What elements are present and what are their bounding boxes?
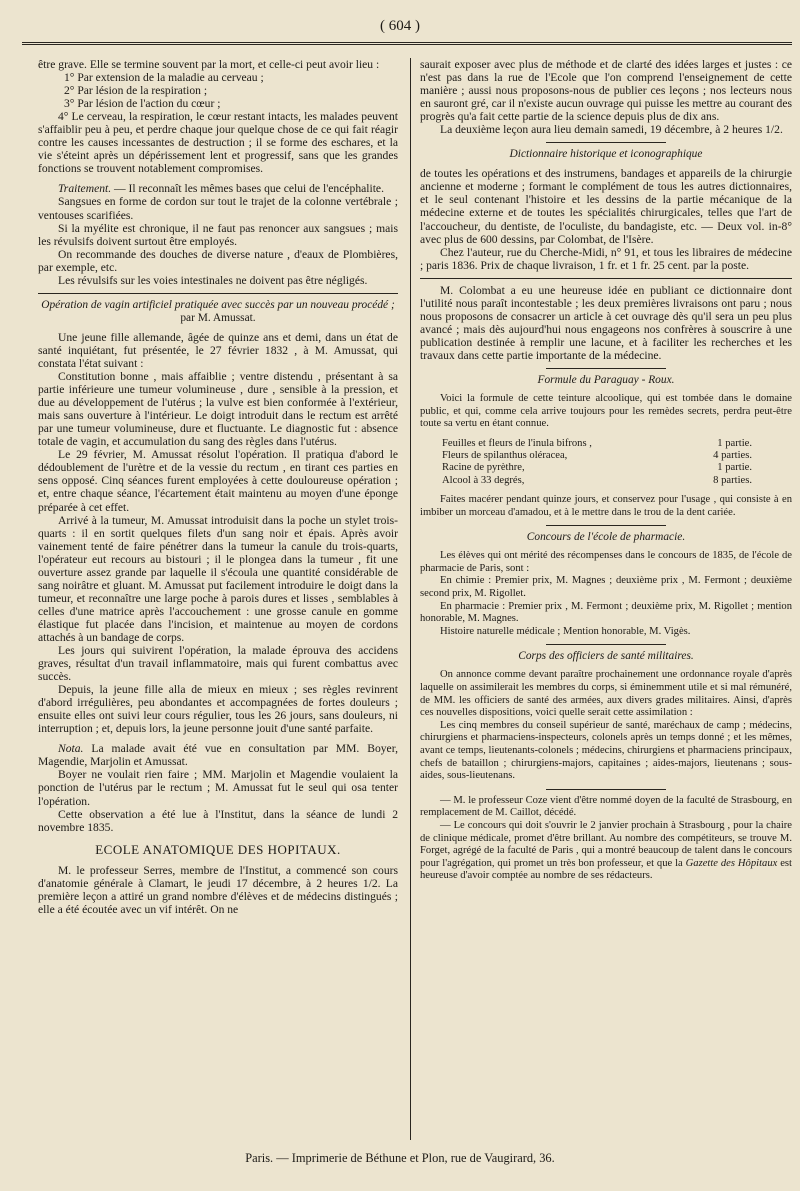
nota-line: Boyer ne voulait rien faire ; MM. Marjolin et Magendie voulaient la ponction de l'utérus par le rectum ; M. Amussat fut le seul qui osa tenter l'opération. — [38, 768, 398, 808]
nota-paragraph — [38, 742, 398, 768]
ingredient-qty: 4 parties. — [713, 450, 752, 462]
news-coze: — M. le professeur Coze vient d'être nommé doyen de la faculté de Strasbourg, en remplacement de M. Caillot, décédé. — [420, 794, 792, 819]
cause-item: 1° Par extension de la maladie au cerveau ; — [64, 71, 264, 85]
section-rule — [38, 293, 398, 294]
operation-paragraph: Les jours qui suivirent l'opération, la malade éprouva des accidens graves, résultat d'un travail inflammatoire, mais qui furent combattus avec succès. — [38, 644, 398, 684]
dictionnaire-review: M. Colombat a eu une heureuse idée en publiant ce dictionnaire dont l'utilité nous paraît incontestable ; les deux premières livraisons ont paru ; nous nous proposons de consacrer un article à cet ouvrage dès qu'il sera un peu plus avancé ; mais dès aujourd'hui nous engageons nos confrères à souscrire à une publication destinée à remplir une lacune, et à faciliter les recherches et les travaux dans cette partie importante de la médecine. — [420, 283, 792, 362]
corps-detail: Les cinq membres du conseil supérieur de santé, maréchaux de camp ; médecins, chirurgiens et pharmaciens-inspecteurs, colonels après un temps donné ; et les mêmes, avant ce temps, lieutenants-colonels ; médecins, chirurgiens et pharmaciens principaux, chefs de bataillon ; chirurgiens-majors, capitaines ; aides-majors, lieutenans ; sous-aides, sous-lieutenans. — [420, 719, 792, 782]
ingredient-qty: 1 partie. — [717, 462, 752, 474]
concours-item: Histoire naturelle médicale ; Mention honorable, M. Vigès. — [440, 625, 691, 637]
formule-usage: Faites macérer pendant quinze jours, et conservez pour l'usage , qui consiste à en imbiber un morceau d'amadou, et à le mettre dans le trou de la dent cariée. — [420, 494, 792, 518]
ingredient-qty: 8 parties. — [713, 474, 752, 486]
section-rule — [546, 789, 666, 790]
next-lesson: La deuxième leçon aura lieu demain samedi, 19 décembre, à 2 heures 1/2. — [440, 123, 783, 137]
concours-intro: Les élèves qui ont mérité des récompenses dans le concours de 1835, de l'école de pharmacie de Paris, sont : — [420, 550, 792, 574]
nota-label: Nota. — [58, 742, 84, 756]
section-rule — [420, 278, 792, 279]
ingredient-row — [420, 450, 792, 462]
traitement-paragraph — [38, 182, 398, 195]
ingredient-name: Fleurs de spilanthus oléracea, — [442, 450, 568, 462]
news-concours-end: est heureuse d'avoir comptée au nombre de ses rédacteurs. — [420, 857, 792, 882]
ecole-paragraph: M. le professeur Serres, membre de l'Institut, a commencé son cours d'anatomie générale à Clamart, le jeudi 17 décembre, à 2 heures 1/2. La première leçon a attiré un grand nombre d'élèves et de médecins distingués ; elle a été écoutée avec un vif intérêt. On ne — [38, 863, 398, 916]
cause-item: 3° Par lésion de l'action du cœur ; — [64, 97, 221, 111]
dictionnaire-title: Dictionnaire historique et iconographique — [509, 148, 703, 161]
operation-title — [38, 299, 398, 325]
ecole-title: ECOLE ANATOMIQUE DES HOPITAUX. — [95, 841, 341, 857]
operation-paragraph: Le 29 février, M. Amussat résolut l'opération. Il pratiqua d'abord le dédoublement de l'urètre et de la vessie du rectum , en tirant ces parties en sens opposé. Cinq séances furent employées à cette douloureuse opération ; et, entre chaque séance, l'écartement était maintenu au moyen d'une éponge préparée à cet effet. — [38, 448, 398, 514]
operation-paragraph: Constitution bonne , mais affaiblie ; ventre distendu , présentant à sa partie inférieure une tumeur volumineuse , dure , sensible à la pression, et due au développement de l'utérus ; la vulve est bien conformée à l'extérieur, mais sans ouverture à l'intérieur. Le doigt introduit dans le rectum est arrêté par une tumeur volumineuse, dure et fluctuante. Le diagnostic fut : absence totale de vagin, et accumulation du sang des règles dans l'utérus. — [38, 370, 398, 449]
traitement-line: On recommande des douches de diverse nature , d'eaux de Plombières, par exemple, etc. — [38, 247, 398, 274]
ingredient-name: Alcool à 33 degrés, — [442, 474, 525, 486]
nota-line: Cette observation a été lue à l'Institut, dans la séance de lundi 2 novembre 1835. — [38, 807, 398, 834]
dictionnaire-description: de toutes les opérations et des instrumens, bandages et appareils de la chirurgie ancienne et moderne ; formant le complément de tous les autres dictionnaires, et le seul contenant l'histoire et les dessins de la partie mécanique de la médecine externe et de toutes les spécialités chirurgicales, telles que l'art de l'accoucheur, du dentiste, de l'oculiste, du bandagiste, etc. — Deux vol. in-8° avec plus de 600 dessins, par Colombat, de l'Isère. — [420, 167, 792, 246]
formule-title: Formule du Paraguay - Roux. — [537, 373, 675, 386]
nota-text: La malade avait été vue en consultation par MM. Boyer, Magendie, Marjolin et Amussat. — [38, 742, 398, 769]
section-rule — [546, 525, 666, 526]
column-divider — [410, 58, 411, 1140]
ingredient-row — [420, 438, 792, 450]
page-number: ( 604 ) — [380, 18, 420, 34]
cause-item: 4° Le cerveau, la respiration, le cœur restant intacts, les malades peuvent s'affaiblir peu à peu, et perdre chaque jour quelque chose de ce qui fait réagir contre les causes incessantes de destruction ; il se forme des eschares, et la vie s'éteint après un dépérissement lent et progressif, sans que les grandes fonctions se trouvent notablement compromises. — [38, 110, 398, 176]
operation-title-author: par M. Amussat. — [180, 311, 256, 324]
section-rule — [546, 644, 666, 645]
right-column — [420, 58, 792, 883]
concours-title: Concours de l'école de pharmacie. — [526, 531, 686, 544]
imprint-footer: Paris. — Imprimerie de Béthune et Plon, rue de Vaugirard, 36. — [245, 1151, 555, 1165]
ingredient-name: Racine de pyrèthre, — [442, 462, 525, 474]
ingredient-row — [420, 462, 792, 474]
operation-paragraph: Une jeune fille allemande, âgée de quinze ans et demi, dans un état de santé inquiétant, fut présentée, le 27 février 1832 , à M. Amussat, qui constata l'état suivant : — [38, 330, 398, 370]
gazette-name: Gazette des Hôpitaux — [685, 857, 778, 869]
ingredient-row — [420, 475, 792, 487]
ingredient-name: Feuilles et fleurs de l'inula bifrons , — [442, 437, 592, 449]
news-concours — [420, 820, 792, 883]
traitement-line: Si la myélite est chronique, il ne faut pas renoncer aux sangsues ; mais les révulsifs doivent surtout être employés. — [38, 221, 398, 248]
corps-paragraph: On annonce comme devant paraître prochainement une ordonnance royale d'après laquelle on assimilerait les membres du corps, si éminemment utile et si mal rémunéré, de MM. les officiers de santé des armées, aux divers grades militaires. Ainsi, d'après ces nouvelles dispositions, voici quelle serait cette assimilation : — [420, 669, 792, 719]
section-rule — [546, 368, 666, 369]
corps-title: Corps des officiers de santé militaires. — [518, 650, 694, 663]
operation-paragraph: Arrivé à la tumeur, M. Amussat introduisit dans la poche un stylet trois-quarts : il en sortit quelques filets d'un sang noir et épais. Après avoir vainement tenté de faire pénétrer dans la tumeur la canule du trois-quarts, l'opérateur eut recours au bistouri ; il le plongea dans la tumeur , fit une ouverture assez grande par laquelle il s'écoula une quantité considérable de sang noirâtre et gluant. M. Amussat put facilement introduire le doigt dans la tumeur, et reconnaître une large poche à parois dures et lisses , semblables à celles d'une matrice après l'accouchement : une grosse canule en gomme élastique fut placée dans l'incision, et maintenue au moyen de cordons attachés à un bandage de corps. — [38, 513, 398, 644]
myelite-intro: être grave. Elle se termine souvent par la mort, et celle-ci peut avoir lieu : — [38, 58, 380, 71]
concours-item: En pharmacie : Premier prix , M. Fermont ; deuxième prix, M. Rigollet ; mention honorable, M. Magnes. — [420, 600, 792, 625]
header-rule — [22, 42, 792, 45]
concours-item: En chimie : Premier prix, M. Magnes ; deuxième prix , M. Fermont ; deuxième second prix, M. Rigollet. — [420, 575, 792, 600]
traitement-line: Sangsues en forme de cordon sur tout le trajet de la colonne vertébrale ; ventouses scarifiées. — [38, 195, 398, 222]
section-rule — [546, 142, 666, 143]
traitement-label: Traitement. — [58, 182, 112, 196]
traitement-text: — Il reconnaît les mêmes bases que celui de l'encéphalite. — [111, 182, 384, 196]
dictionnaire-sale: Chez l'auteur, rue du Cherche-Midi, n° 91, et tous les libraires de médecine ; paris 1836. Prix de chaque livraison, 1 fr. et 1 fr. 25 cent. par la poste. — [420, 245, 792, 272]
left-column — [38, 58, 398, 916]
ingredient-qty: 1 partie. — [717, 437, 752, 449]
news-concours-text: — Le concours qui doit s'ouvrir le 2 janvier prochain à Strasbourg , pour la chaire de clinique médicale, promet d'être brillant. Au nombre des compétiteurs, se trouve M. Forget, agrégé de la faculté de Paris , qui a montré beaucoup de talent dans le concours pour l'agrégation, qui promet un très bon professeur, et que la — [420, 819, 792, 869]
cause-item: 2° Par lésion de la respiration ; — [64, 84, 208, 98]
formule-intro: Voici la formule de cette teinture alcoolique, qui est tombée dans le domaine public, et qui, comme cela arrive toujours pour les remèdes secrets, perdra peut-être toute sa vertu en étant connue. — [420, 393, 792, 430]
ecole-continuation: saurait exposer avec plus de méthode et de clarté des idées larges et justes : ce n'est pas dans la rue de l'Ecole que l'on comprend l'enseignement de cette manière ; aussi nous proposons-nous de publier ces leçons ; nos lecteurs nous en sauront gré, car il n'existe aucun ouvrage qui puisse les mettre au courant des progrès qu'a fait cette partie de la science depuis plus de dix ans. — [420, 58, 792, 124]
operation-title-italic: Opération de vagin artificiel pratiquée avec succès par un nouveau procédé ; — [41, 298, 395, 311]
operation-paragraph: Depuis, la jeune fille alla de mieux en mieux ; ses règles revinrent d'abord irrégulières, peu abondantes et accompagnées de fortes douleurs ; ensuite elles ont suivi leur cours régulier, tous les 26 jours, sans douleurs, ni interruption ; et, depuis lors, la jeune personne jouit d'une santé parfaite. — [38, 683, 398, 736]
traitement-line: Les révulsifs sur les voies intestinales ne doivent pas être négligés. — [58, 273, 368, 287]
